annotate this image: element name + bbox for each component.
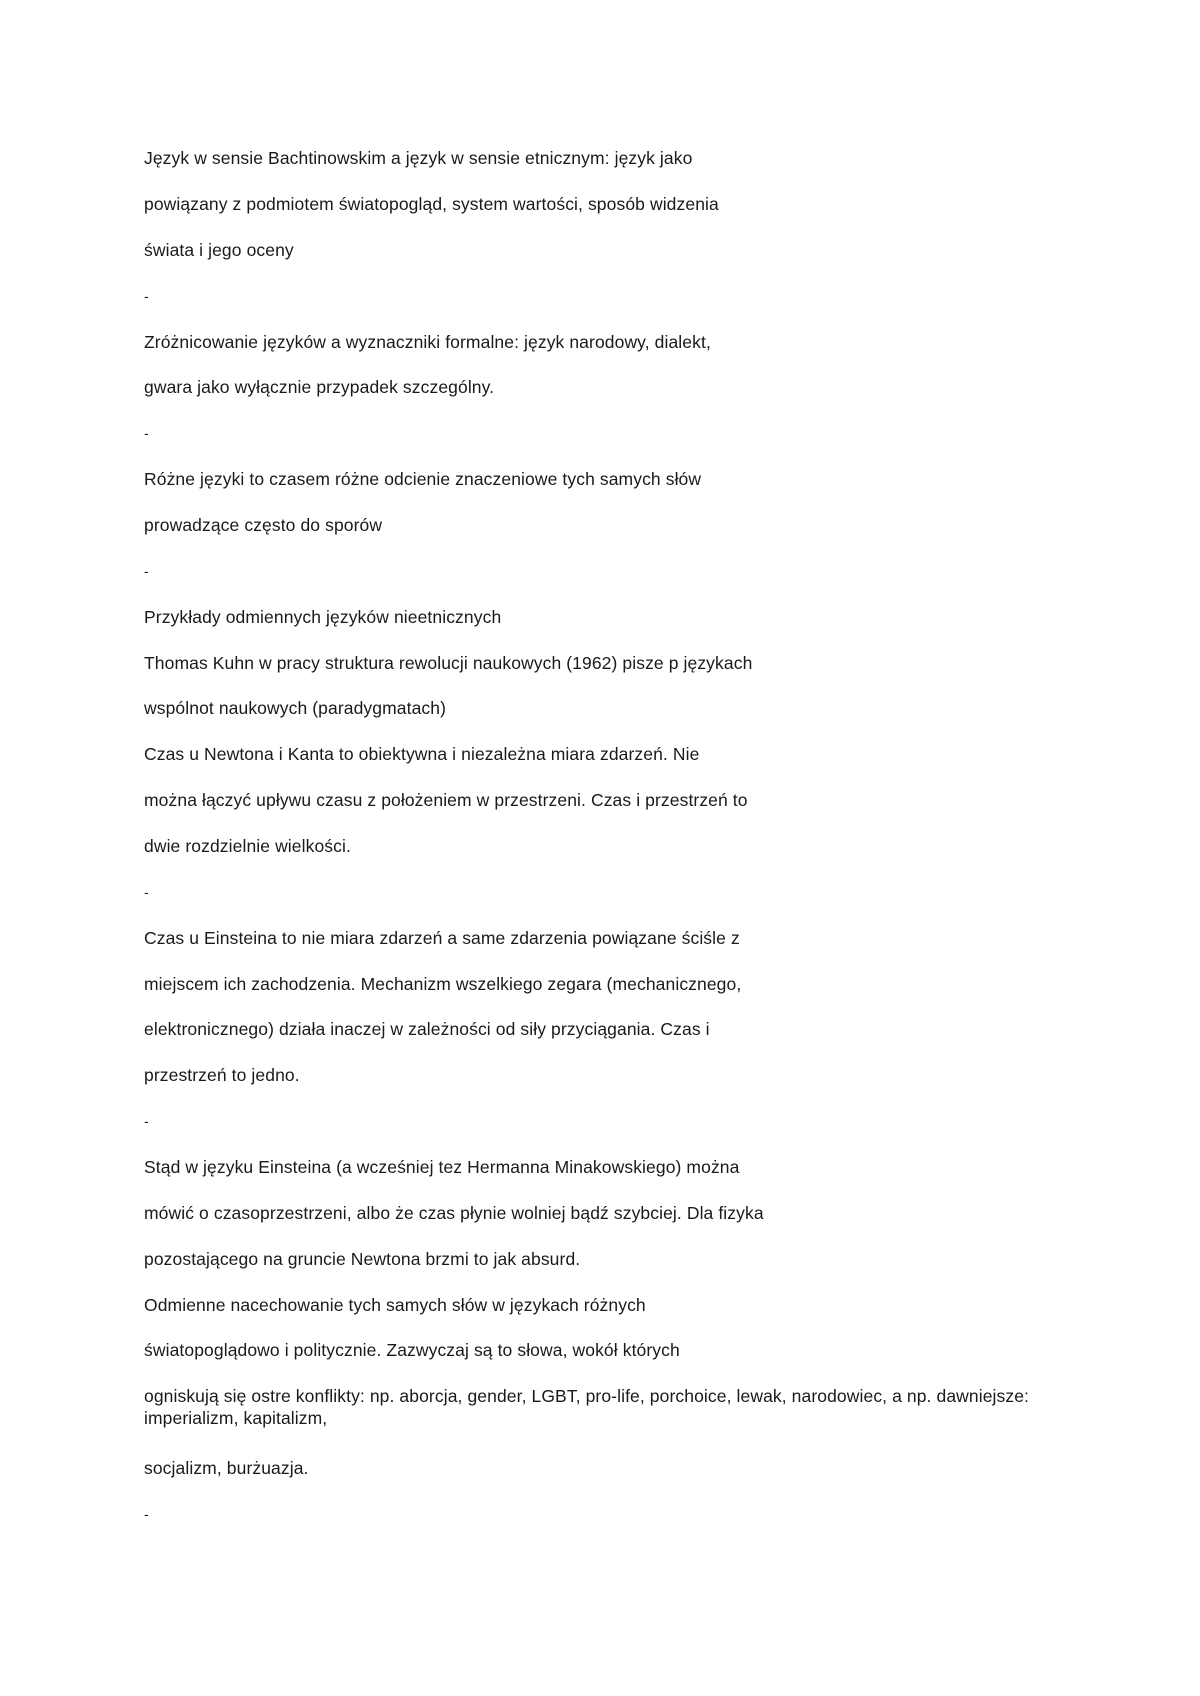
text-line: socjalizm, burżuazja.	[144, 1458, 309, 1478]
separator-dash: -	[144, 1506, 149, 1522]
text-line: gwara jako wyłącznie przypadek szczególny.	[144, 377, 495, 397]
separator-dash: -	[144, 563, 149, 579]
text-line: Odmienne nacechowanie tych samych słów w językach różnych	[144, 1295, 646, 1315]
text-line: Różne języki to czasem różne odcienie znaczeniowe tych samych słów	[144, 469, 702, 489]
text-line: Thomas Kuhn w pracy struktura rewolucji naukowych (1962) pisze p językach	[144, 653, 753, 673]
text-line: Zróżnicowanie języków a wyznaczniki formalne: język narodowy, dialekt,	[144, 332, 711, 352]
text-line: światopoglądowo i politycznie. Zazwyczaj są to słowa, wokół których	[144, 1340, 680, 1360]
text-line: dwie rozdzielnie wielkości.	[144, 836, 351, 856]
text-line: Język w sensie Bachtinowskim a język w sensie etnicznym: język jako	[144, 148, 693, 168]
text-line: można łączyć upływu czasu z położeniem w przestrzeni. Czas i przestrzeń to	[144, 790, 748, 810]
text-line: powiązany z podmiotem światopogląd, system wartości, sposób widzenia	[144, 194, 719, 214]
text-line: elektronicznego) działa inaczej w zależności od siły przyciągania. Czas i	[144, 1019, 710, 1039]
text-line: Czas u Newtona i Kanta to obiektywna i niezależna miara zdarzeń. Nie	[144, 744, 700, 764]
text-line: świata i jego oceny	[144, 240, 294, 260]
text-paragraph: ogniskują się ostre konflikty: np. aborcja, gender, LGBT, pro-life, porchoice, lewak, narodowiec, a np. dawniejsze: imperializm, kapitalizm,	[144, 1386, 1030, 1428]
text-line: przestrzeń to jedno.	[144, 1065, 300, 1085]
text-line: pozostającego na gruncie Newtona brzmi to jak absurd.	[144, 1249, 581, 1269]
text-line: mówić o czasoprzestrzeni, albo że czas płynie wolniej bądź szybciej. Dla fizyka	[144, 1203, 764, 1223]
separator-dash: -	[144, 884, 149, 900]
text-line: miejscem ich zachodzenia. Mechanizm wszelkiego zegara (mechanicznego,	[144, 974, 742, 994]
text-line: Przykłady odmiennych języków nieetnicznych	[144, 607, 502, 627]
separator-dash: -	[144, 288, 149, 304]
separator-dash: -	[144, 1113, 149, 1129]
text-line: Czas u Einsteina to nie miara zdarzeń a same zdarzenia powiązane ściśle z	[144, 928, 740, 948]
separator-dash: -	[144, 425, 149, 441]
text-line: wspólnot naukowych (paradygmatach)	[144, 698, 447, 718]
text-line: Stąd w języku Einsteina (a wcześniej tez Hermanna Minakowskiego) można	[144, 1157, 740, 1177]
text-line: prowadzące często do sporów	[144, 515, 383, 535]
